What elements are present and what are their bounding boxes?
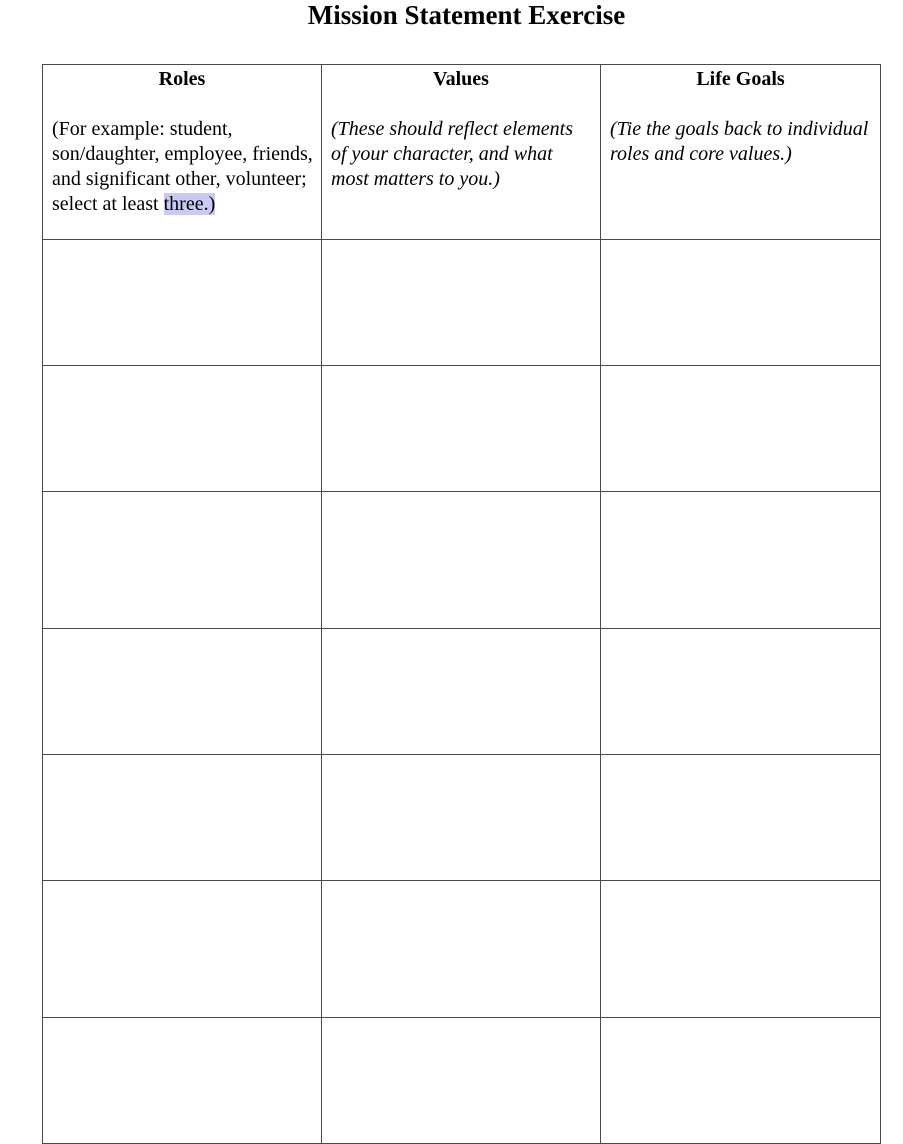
values-entry-cell[interactable]: [322, 240, 601, 366]
roles-heading: Roles: [158, 68, 206, 90]
roles-entry-cell[interactable]: [43, 366, 322, 492]
life-goals-entry-cell[interactable]: [601, 629, 881, 755]
roles-entry-cell[interactable]: [43, 629, 322, 755]
table-row: [43, 492, 881, 629]
table-row: [43, 366, 881, 492]
roles-header-cell[interactable]: [43, 65, 322, 240]
values-description: (These should reflect elements of your character, and what most matters to you.): [331, 118, 573, 190]
life-goals-heading: Life Goals: [696, 68, 785, 90]
roles-entry-cell[interactable]: [43, 1018, 322, 1144]
life-goals-entry-cell[interactable]: [601, 240, 881, 366]
mission-statement-table: [42, 64, 881, 1144]
values-entry-cell[interactable]: [322, 881, 601, 1018]
roles-entry-cell[interactable]: [43, 240, 322, 366]
selected-text-highlight[interactable]: three.): [163, 193, 216, 215]
values-entry-cell[interactable]: [322, 492, 601, 629]
table-row: [43, 629, 881, 755]
life-goals-entry-cell[interactable]: [601, 366, 881, 492]
values-header-cell[interactable]: [322, 65, 601, 240]
table-row: [43, 1018, 881, 1144]
values-heading: Values: [433, 68, 489, 90]
roles-description: [43, 91, 321, 217]
life-goals-entry-cell[interactable]: [601, 881, 881, 1018]
roles-entry-cell[interactable]: [43, 881, 322, 1018]
table-header-row: [43, 65, 881, 240]
roles-entry-cell[interactable]: [43, 755, 322, 881]
life-goals-header-cell[interactable]: [601, 65, 881, 240]
table-row: [43, 755, 881, 881]
values-entry-cell[interactable]: [322, 366, 601, 492]
values-entry-cell[interactable]: [322, 629, 601, 755]
life-goals-entry-cell[interactable]: [601, 755, 881, 881]
table-row: [43, 881, 881, 1018]
values-entry-cell[interactable]: [322, 755, 601, 881]
life-goals-description: (Tie the goals back to individual roles and core values.): [610, 118, 869, 165]
roles-entry-cell[interactable]: [43, 492, 322, 629]
values-entry-cell[interactable]: [322, 1018, 601, 1144]
life-goals-entry-cell[interactable]: [601, 492, 881, 629]
roles-description-text: (For example: student, son/daughter, employee, friends, and significant other, volunteer; select at least: [52, 118, 313, 215]
table-row: [43, 240, 881, 366]
document-title: Mission Statement Exercise: [307, 0, 626, 30]
life-goals-entry-cell[interactable]: [601, 1018, 881, 1144]
